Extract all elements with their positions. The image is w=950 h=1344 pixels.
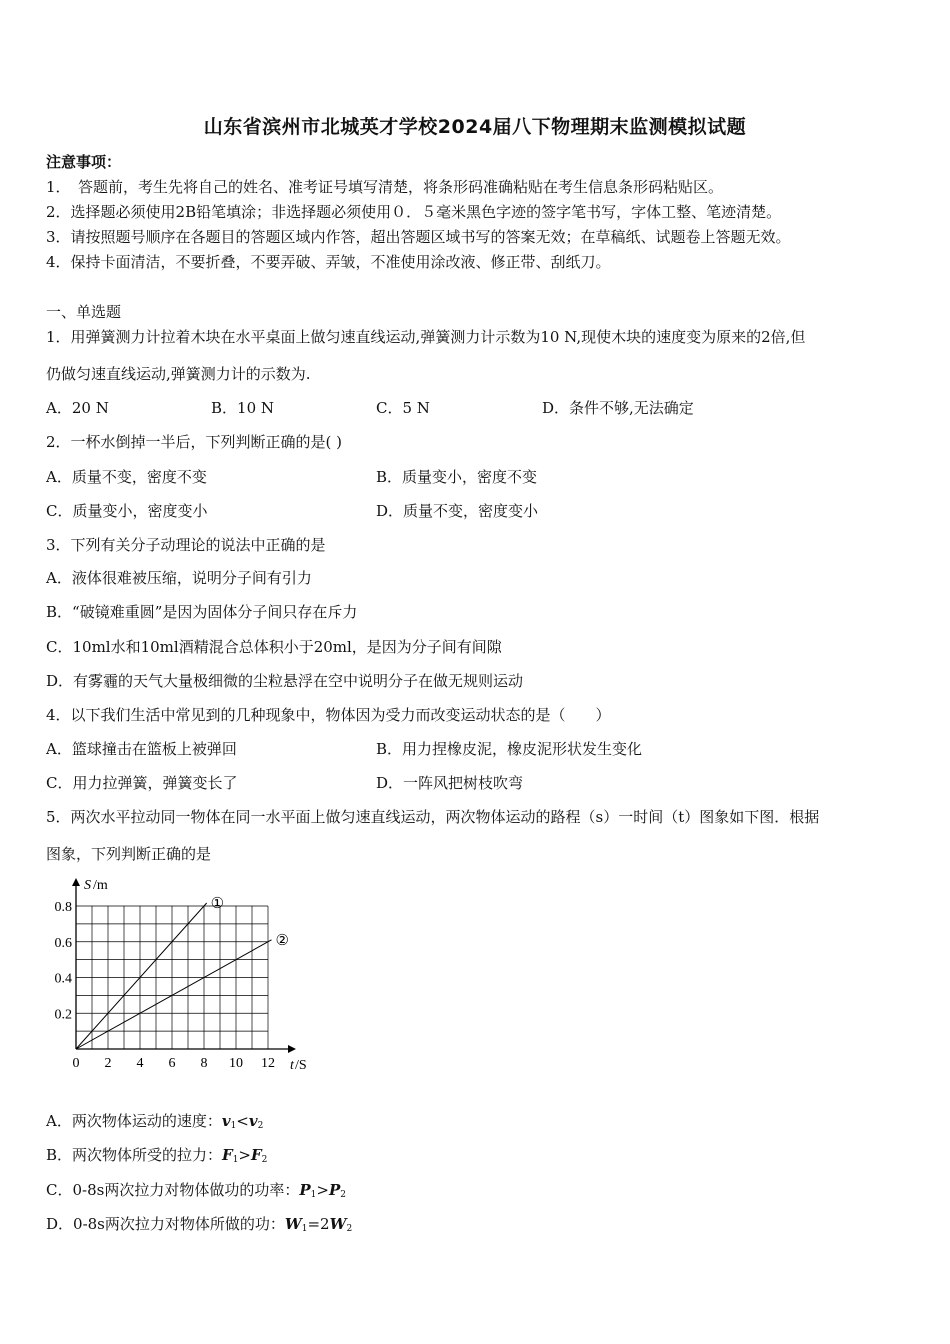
- q5-d-op: =2: [307, 1215, 330, 1233]
- x-axis-label-unit: /S: [295, 1058, 307, 1073]
- q5-a-sub2: 2: [257, 1121, 264, 1131]
- q5-c-sub2: 2: [340, 1190, 346, 1200]
- q5-option-c: [46, 1180, 346, 1205]
- x-axis-label-var: t: [290, 1058, 294, 1073]
- q5-b-var1: F: [222, 1146, 233, 1164]
- q2-option-c: C．质量变小，密度变小: [46, 502, 208, 520]
- q5-a-var2: v: [248, 1112, 258, 1130]
- series-line-1: [76, 903, 207, 1049]
- q1-stem-line1: 1．用弹簧测力计拉着木块在水平桌面上做匀速直线运动,弹簧测力计示数为10 N,现使木块的速度变为原来的2倍,但: [46, 328, 806, 346]
- q5-c-var1: P: [299, 1181, 311, 1199]
- x-tick-label: 4: [136, 1056, 144, 1071]
- q5-option-c-prefix: C．0-8s两次拉力对物体做功的功率：: [46, 1181, 300, 1199]
- q5-d-sub2: 2: [346, 1224, 353, 1234]
- q2-option-b: B．质量变小，密度不变: [376, 468, 538, 486]
- notice-item-3: 3．请按照题号顺序在各题目的答题区域内作答，超出答题区域书写的答案无效；在草稿纸、试题卷上答题无效。: [46, 228, 791, 246]
- x-tick-label: 6: [168, 1056, 176, 1071]
- q5-stem-line1: 5．两次水平拉动同一物体在同一水平面上做匀速直线运动，两次物体运动的路程（s）一时间（t）图象如下图．根据: [46, 808, 820, 826]
- notice-item-2: 2．选择题必须使用2B铅笔填涂；非选择题必须使用０．５毫米黑色字迹的签字笔书写，字体工整、笔迹清楚。: [46, 203, 782, 221]
- notice-item-1: 1． 答题前，考生先将自己的姓名、准考证号填写清楚，将条形码准确粘贴在考生信息条形码粘贴区。: [46, 178, 724, 196]
- q5-option-b-prefix: B．两次物体所受的拉力：: [46, 1146, 223, 1164]
- y-tick-label: 0.8: [54, 900, 72, 915]
- q1-option-b: B．10 N: [211, 399, 275, 417]
- section-heading: 一、单选题: [46, 303, 122, 321]
- q5-b-sub2: 2: [261, 1155, 268, 1165]
- s-t-chart: [36, 874, 326, 1074]
- series-label-1: ①: [210, 896, 225, 913]
- q1-option-d: D．条件不够,无法确定: [542, 399, 694, 417]
- q5-a-op: <: [236, 1112, 249, 1130]
- page-title: 山东省滨州市北城英才学校2024届八下物理期末监测模拟试题: [203, 116, 747, 138]
- q5-d-var1: W: [284, 1215, 302, 1233]
- q5-d-sub1: 1: [301, 1224, 308, 1234]
- notice-heading: 注意事项：: [46, 153, 122, 171]
- x-tick-label: 10: [229, 1056, 243, 1071]
- q5-option-a-prefix: A．两次物体运动的速度：: [46, 1112, 222, 1130]
- notice-item-4: 4．保持卡面清洁，不要折叠，不要弄破、弄皱，不准使用涂改液、修正带、刮纸刀。: [46, 253, 611, 271]
- q4-option-a: A．篮球撞击在篮板上被弹回: [46, 740, 237, 758]
- q5-c-sub1: 1: [310, 1190, 317, 1200]
- y-axis-label-var: S: [84, 878, 91, 893]
- x-tick-label: 12: [261, 1056, 275, 1071]
- q3-option-b: B．“破镜难重圆”是因为固体分子间只存在斥力: [46, 603, 358, 621]
- q1-option-c: C．5 N: [376, 399, 430, 417]
- q1-stem-line2: 仍做匀速直线运动,弹簧测力计的示数为.: [46, 365, 311, 383]
- q5-d-var2: W: [329, 1215, 347, 1233]
- q5-c-var2: P: [328, 1181, 341, 1199]
- x-tick-label: 0: [72, 1056, 80, 1071]
- q3-stem: 3．下列有关分子动理论的说法中正确的是: [46, 536, 326, 554]
- series-line-2: [76, 940, 271, 1049]
- q4-option-d: D．一阵风把树枝吹弯: [376, 774, 524, 792]
- q5-option-d-prefix: D．0-8s两次拉力对物体所做的功：: [46, 1215, 285, 1233]
- q1-option-a: A．20 N: [46, 399, 109, 417]
- q5-stem-line2: 图象，下列判断正确的是: [46, 845, 212, 863]
- q5-c-op: >: [316, 1181, 329, 1199]
- q5-option-d: [46, 1214, 352, 1239]
- series-label-2: ②: [275, 932, 289, 949]
- q3-option-a: A．液体很难被压缩，说明分子间有引力: [46, 569, 312, 587]
- q5-a-var1: v: [221, 1112, 231, 1130]
- q2-option-a: A．质量不变，密度不变: [46, 468, 207, 486]
- q5-b-var2: F: [251, 1146, 262, 1164]
- q2-option-d: D．质量不变，密度变小: [376, 502, 539, 520]
- q2-stem: 2．一杯水倒掉一半后，下列判断正确的是( ): [46, 433, 343, 451]
- q4-option-c: C．用力拉弹簧，弹簧变长了: [46, 774, 238, 792]
- q3-option-d: D．有雾霾的天气大量极细微的尘粒悬浮在空中说明分子在做无规则运动: [46, 672, 524, 690]
- q5-b-op: >: [238, 1146, 251, 1164]
- q4-option-b: B．用力捏橡皮泥，橡皮泥形状发生变化: [376, 740, 643, 758]
- x-tick-label: 8: [200, 1056, 208, 1071]
- q3-option-c: C．10ml水和10ml酒精混合总体积小于20ml，是因为分子间有间隙: [46, 638, 502, 656]
- q4-stem: 4．以下我们生活中常见到的几种现象中，物体因为受力而改变运动状态的是（ ）: [46, 706, 611, 724]
- x-tick-label: 2: [104, 1056, 112, 1071]
- y-tick-label: 0.4: [54, 971, 72, 987]
- chart-grid: [76, 906, 268, 1049]
- q5-option-a: [46, 1111, 263, 1136]
- q5-b-sub1: 1: [232, 1155, 239, 1165]
- y-tick-label: 0.6: [54, 935, 72, 951]
- y-axis-arrow: [72, 878, 80, 886]
- x-axis-arrow: [288, 1045, 296, 1053]
- y-tick-label: 0.2: [54, 1007, 72, 1023]
- q5-option-b: [46, 1145, 267, 1170]
- y-axis-label-unit: /m: [93, 878, 108, 893]
- q5-a-sub1: 1: [230, 1121, 237, 1131]
